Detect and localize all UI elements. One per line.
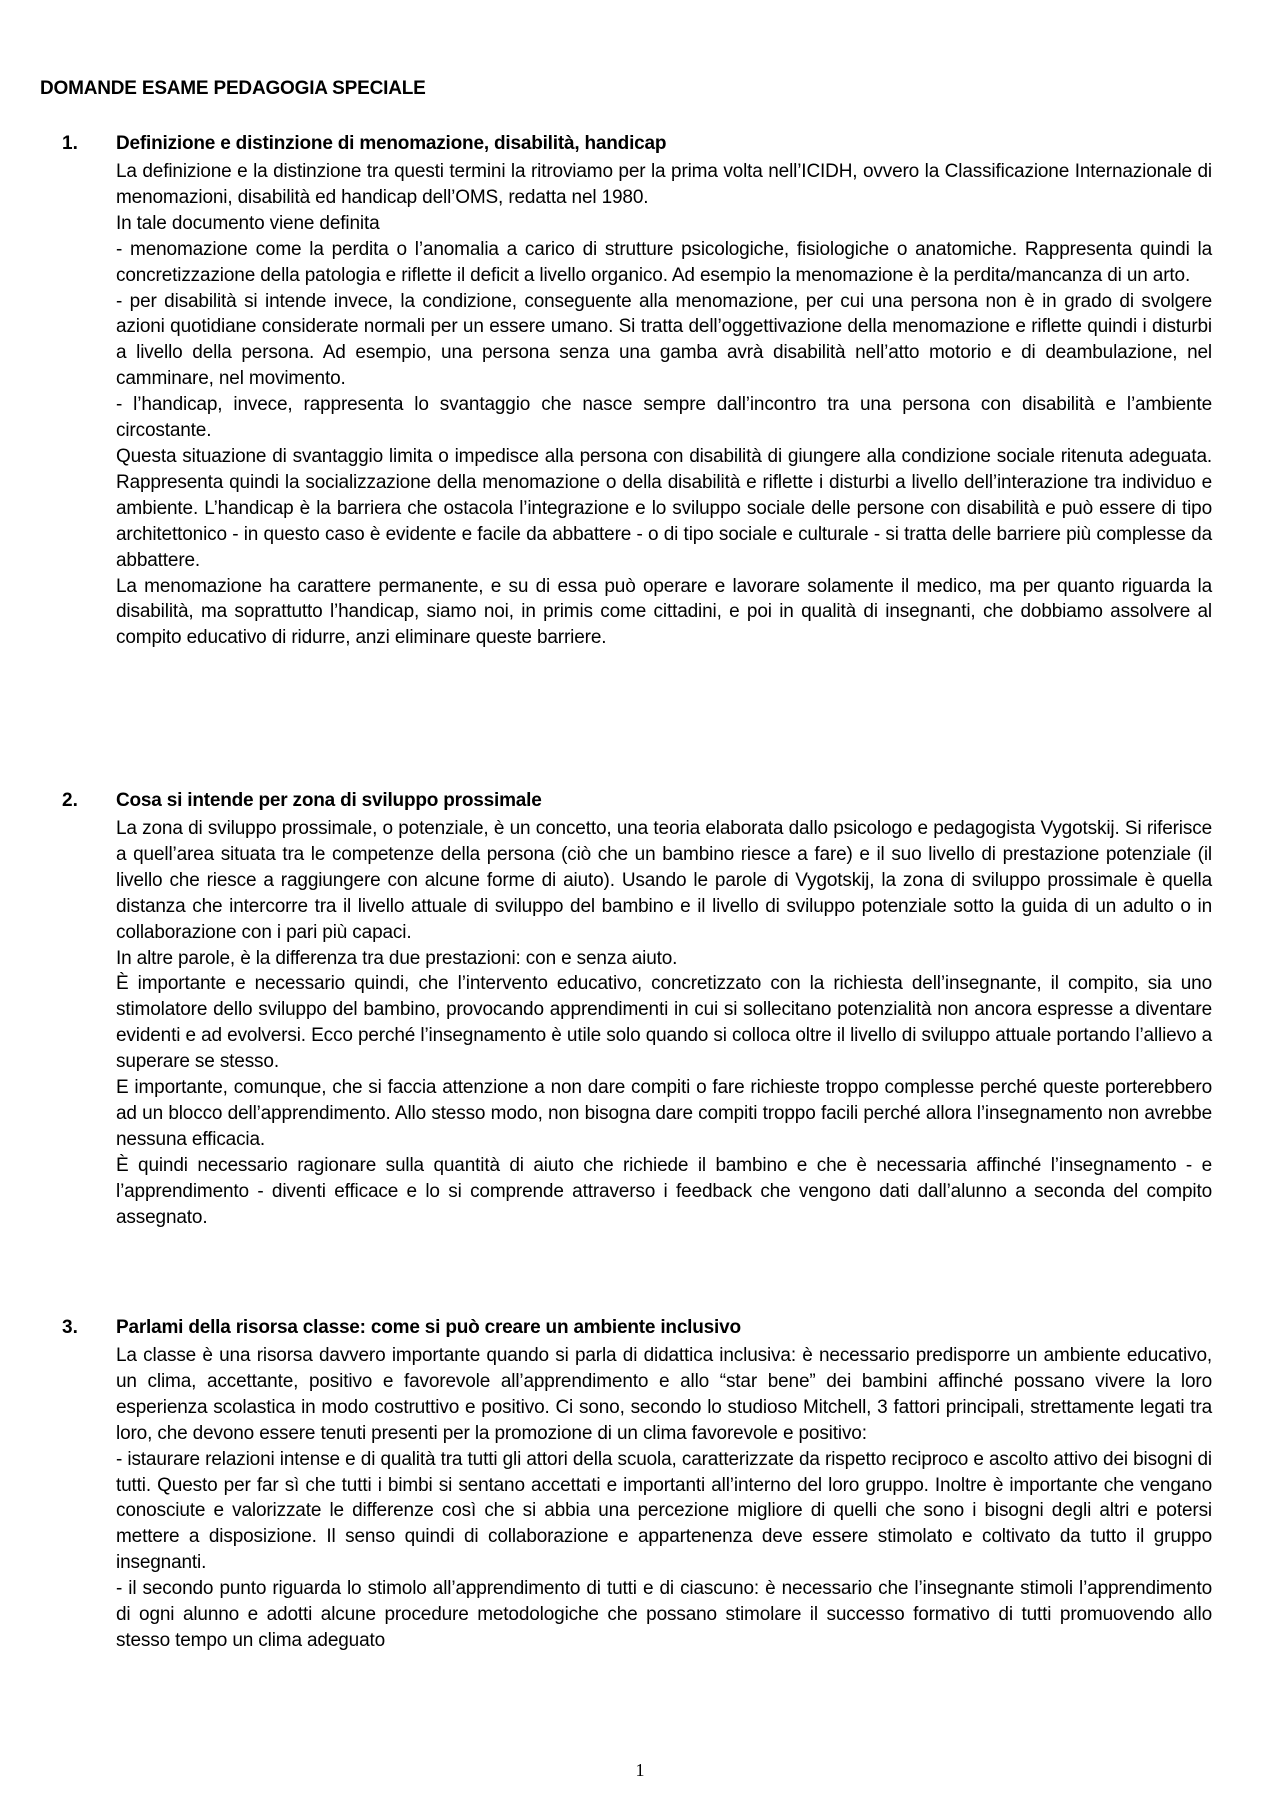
document-title: DOMANDE ESAME PEDAGOGIA SPECIALE — [40, 78, 426, 99]
section-number: 3. — [62, 1317, 78, 1338]
section-title: Parlami della risorsa classe: come si può creare un ambiente inclusivo — [116, 1317, 741, 1338]
section-3 — [62, 1317, 1212, 1654]
paragraph: La definizione e la distinzione tra questi termini la ritroviamo per la prima volta nell’ICIDH, ovvero la Classificazione Internazionale di menomazioni, disabilità ed handicap dell’OMS, redatta nel 1980. — [116, 161, 1212, 208]
paragraph: - il secondo punto riguarda lo stimolo all’apprendimento di tutti e di ciascuno: è necessario che l’insegnante stimoli l’apprendimento di ogni alunno e adotti alcune procedure metodologiche che possano stimolare il successo formativo di tutti promuovendo allo stesso tempo un clima adeguato — [116, 1578, 1212, 1651]
paragraph: - per disabilità si intende invece, la condizione, conseguente alla menomazione, per cui una persona non è in grado di svolgere azioni quotidiane considerate normali per un essere umano. Si tratta dell’oggettivazione della menomazione e riflette quindi i disturbi a livello della persona. Ad esempio, una persona senza una gamba avrà disabilità nell’atto motorio e di deambulazione, nel camminare, nel movimento. — [116, 290, 1212, 390]
section-body — [116, 1343, 1212, 1654]
section-heading — [62, 790, 1212, 816]
section-title: Definizione e distinzione di menomazione, disabilità, handicap — [116, 133, 667, 154]
page-number: 1 — [635, 1760, 645, 1780]
paragraph: La menomazione ha carattere permanente, e su di essa può operare e lavorare solamente il medico, ma per quanto riguarda la disabilità, ma soprattutto l’handicap, siamo noi, in primis come cittadini, e poi in qualità di insegnanti, che dobbiamo assolvere al compito educativo di ridurre, anzi eliminare queste barriere. — [116, 575, 1212, 649]
paragraph: In tale documento viene definita — [116, 212, 380, 234]
section-2 — [62, 790, 1212, 1231]
paragraph: È quindi necessario ragionare sulla quantità di aiuto che richiede il bambino e che è necessaria affinché l’insegnamento - e l’apprendimento - diventi efficace e lo si comprende attraverso i feedback che vengono dati dall’alunno a seconda del compito assegnato. — [116, 1154, 1212, 1228]
paragraph: - l’handicap, invece, rappresenta lo svantaggio che nasce sempre dall’incontro tra una persona con disabilità e l’ambiente circostante. — [116, 394, 1212, 442]
paragraph: - menomazione come la perdita o l’anomalia a carico di strutture psicologiche, fisiologiche o anatomiche. Rappresenta quindi la concretizzazione della patologia e riflette il deficit a livello organico. Ad esempio la menomazione è la perdita/mancanza di un arto. — [116, 238, 1212, 286]
paragraph: In altre parole, è la differenza tra due prestazioni: con e senza aiuto. — [116, 947, 678, 969]
section-heading — [62, 1317, 1212, 1343]
paragraph: E importante, comunque, che si faccia attenzione a non dare compiti o fare richieste troppo complesse perché queste porterebbero ad un blocco dell’apprendimento. Allo stesso modo, non bisogna dare compiti troppo facili perché allora l’insegnamento non avrebbe nessuna efficacia. — [116, 1077, 1212, 1150]
paragraph: Questa situazione di svantaggio limita o impedisce alla persona con disabilità di giungere alla condizione sociale ritenuta adeguata. Rappresenta quindi la socializzazione della menomazione o della disabilità e riflette i disturbi a livello dell’interazione tra individuo e ambiente. L’handicap è la barriera che ostacola l’integrazione e lo sviluppo sociale delle persone con disabilità e può essere di tipo architettonico - in questo caso è evidente e facile da abbattere - o di tipo sociale e culturale - si tratta delle barriere più complesse da abbattere. — [116, 445, 1212, 571]
paragraph: È importante e necessario quindi, che l’intervento educativo, concretizzato con la richiesta dell’insegnante, il compito, sia uno stimolatore dello sviluppo del bambino, provocando apprendimenti in cui si sollecitano potenzialità non ancora espresse a diventare evidenti e ad evolversi. Ecco perché l’insegnamento è utile solo quando si colloca oltre il livello di sviluppo attuale portando l’allievo a superare se stesso. — [116, 973, 1212, 1073]
section-body — [116, 159, 1212, 651]
section-title: Cosa si intende per zona di sviluppo prossimale — [116, 790, 542, 811]
section-heading — [62, 133, 1212, 159]
paragraph: - istaurare relazioni intense e di qualità tra tutti gli attori della scuola, caratterizzate da rispetto reciproco e ascolto attivo dei bisogni di tutti. Questo per far sì che tutti i bimbi si sentano accettati e importanti all’interno del loro gruppo. Inoltre è importante che vengano conosciute e valorizzate le differenze così che si abbia una percezione migliore di quelli che sono i bisogni degli altri e potersi mettere a disposizione. Il senso quindi di collaborazione e appartenenza deve essere stimolato e coltivato da tutto il gruppo insegnanti. — [116, 1448, 1212, 1574]
section-number: 1. — [62, 133, 78, 154]
section-number: 2. — [62, 790, 78, 811]
section-1 — [62, 133, 1212, 651]
paragraph: La classe è una risorsa davvero importante quando si parla di didattica inclusiva: è necessario predisporre un ambiente educativo, un clima, accettante, positivo e favorevole all’apprendimento e allo “star bene” dei bambini affinché possano vivere la loro esperienza scolastica in modo costruttivo e positivo. Ci sono, secondo lo studioso Mitchell, 3 fattori principali, strettamente legati tra loro, che devono essere tenuti presenti per la promozione di un clima favorevole e positivo: — [116, 1345, 1212, 1444]
paragraph: La zona di sviluppo prossimale, o potenziale, è un concetto, una teoria elaborata dallo psicologo e pedagogista Vygotskij. Si riferisce a quell’area situata tra le competenze della persona (ciò che un bambino riesce a fare) e il suo livello di prestazione potenziale (il livello che riesce a raggiungere con alcune forme di aiuto). Usando le parole di Vygotskij, la zona di sviluppo prossimale è quella distanza che intercorre tra il livello attuale di sviluppo del bambino e il livello di sviluppo potenziale sotto la guida di un adulto o in collaborazione con i pari più capaci. — [116, 818, 1212, 943]
section-body — [116, 816, 1212, 1231]
